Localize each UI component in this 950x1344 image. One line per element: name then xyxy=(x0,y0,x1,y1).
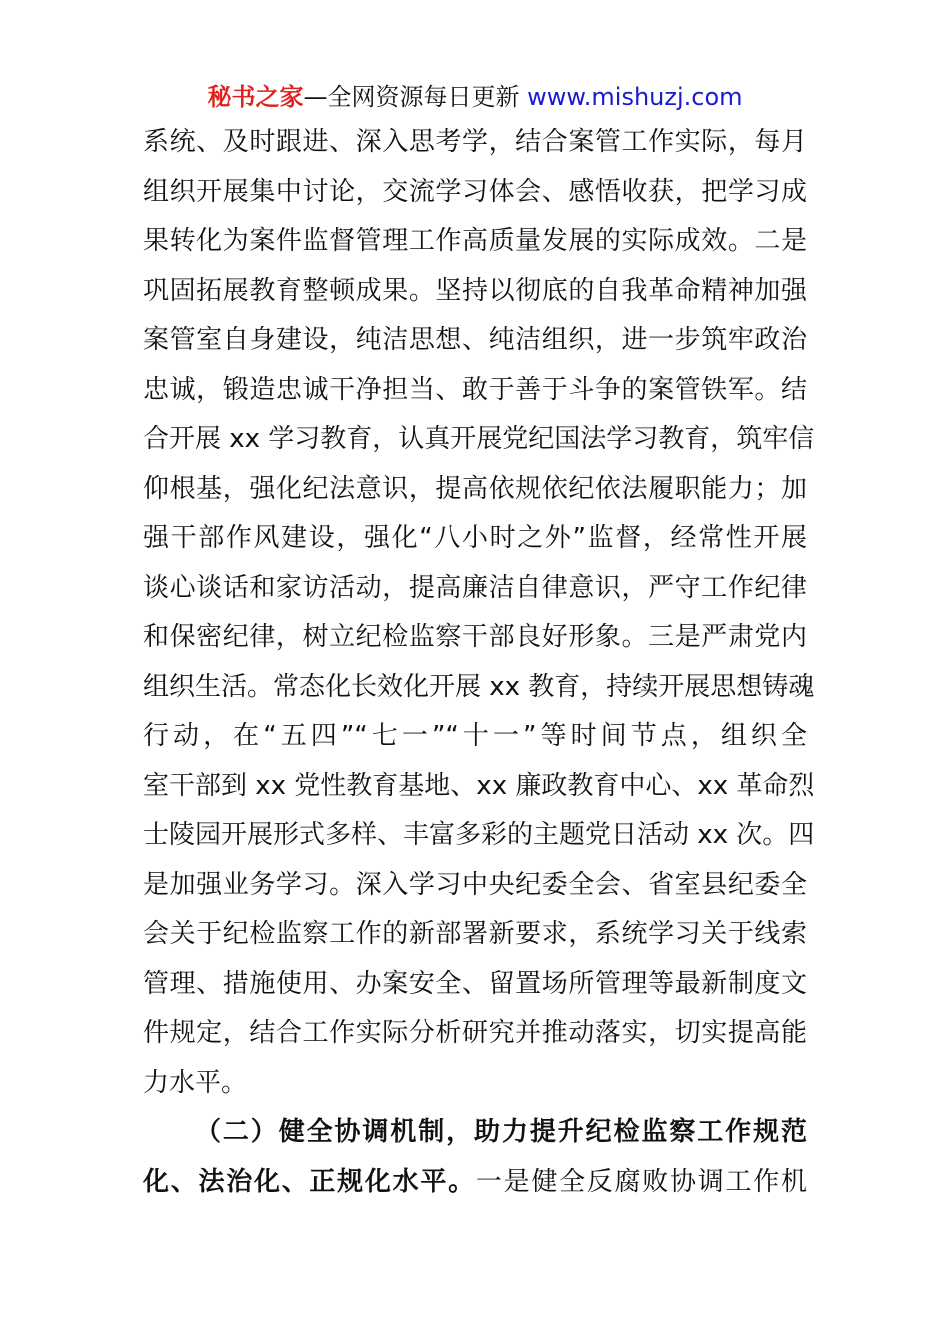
text-line: 案管室自身建设，纯洁思想、纯洁组织，进一步筑牢政治 xyxy=(143,325,807,355)
text-line: 仰根基，强化纪法意识，提高依规依纪依法履职能力；加 xyxy=(143,473,807,504)
section-heading: （二）健全协调机制，助力提升纪检监察工作规范 xyxy=(195,1117,807,1147)
text-line: 谈心谈话和家访活动，提高廉洁自律意识，严守工作纪律 xyxy=(143,572,807,603)
site-url-link[interactable]: www.mishuzj.com xyxy=(527,83,743,111)
text-line: 巩固拓展教育整顿成果。坚持以彻底的自我革命精神加强 xyxy=(143,275,807,306)
text-line: 是加强业务学习。深入学习中央纪委全会、省室县纪委全 xyxy=(143,869,807,900)
text-line: 士陵园开展形式多样、丰富多彩的主题党日活动 xx 次。四 xyxy=(143,820,815,850)
text-line-rest: 一是健全反腐败协调工作机 xyxy=(475,1166,807,1197)
text-line: 力水平。 xyxy=(143,1067,248,1098)
text-line: 系统、及时跟进、深入思考学，结合案管工作实际，每月 xyxy=(143,127,807,157)
text-line: 行动，在“五四”“七一”“十一”等时间节点，组织全 xyxy=(143,721,807,751)
text-line: 组织生活。常态化长效化开展 xx 教育，持续开展思想铸魂 xyxy=(143,671,815,702)
text-line xyxy=(143,1162,807,1202)
brand-name: 秘书之家 xyxy=(207,83,304,111)
text-line: 强干部作风建设，强化“八小时之外”监督，经常性开展 xyxy=(143,523,807,553)
text-line: 会关于纪检监察工作的新部署新要求，系统学习关于线索 xyxy=(143,919,807,949)
text-line: 果转化为案件监督管理工作高质量发展的实际成效。二是 xyxy=(143,226,807,256)
text-line: 室干部到 xx 党性教育基地、xx 廉政教育中心、xx 革命烈 xyxy=(143,770,815,801)
header-tagline: —全网资源每日更新 xyxy=(303,83,528,111)
text-line: 和保密纪律，树立纪检监察干部良好形象。三是严肃党内 xyxy=(143,622,807,652)
text-line: 件规定，结合工作实际分析研究并推动落实，切实提高能 xyxy=(143,1018,807,1048)
text-line: 合开展 xx 学习教育，认真开展党纪国法学习教育，筑牢信 xyxy=(143,424,815,454)
section-heading-tail: 化、法治化、正规化水平。 xyxy=(143,1166,476,1197)
text-line: 忠诚，锻造忠诚干净担当、敢于善于斗争的案管铁军。结 xyxy=(143,374,807,405)
text-line: 管理、措施使用、办案安全、留置场所管理等最新制度文 xyxy=(143,968,807,999)
text-line: 组织开展集中讨论，交流学习体会、感悟收获，把学习成 xyxy=(143,176,807,207)
page-header xyxy=(0,80,950,114)
